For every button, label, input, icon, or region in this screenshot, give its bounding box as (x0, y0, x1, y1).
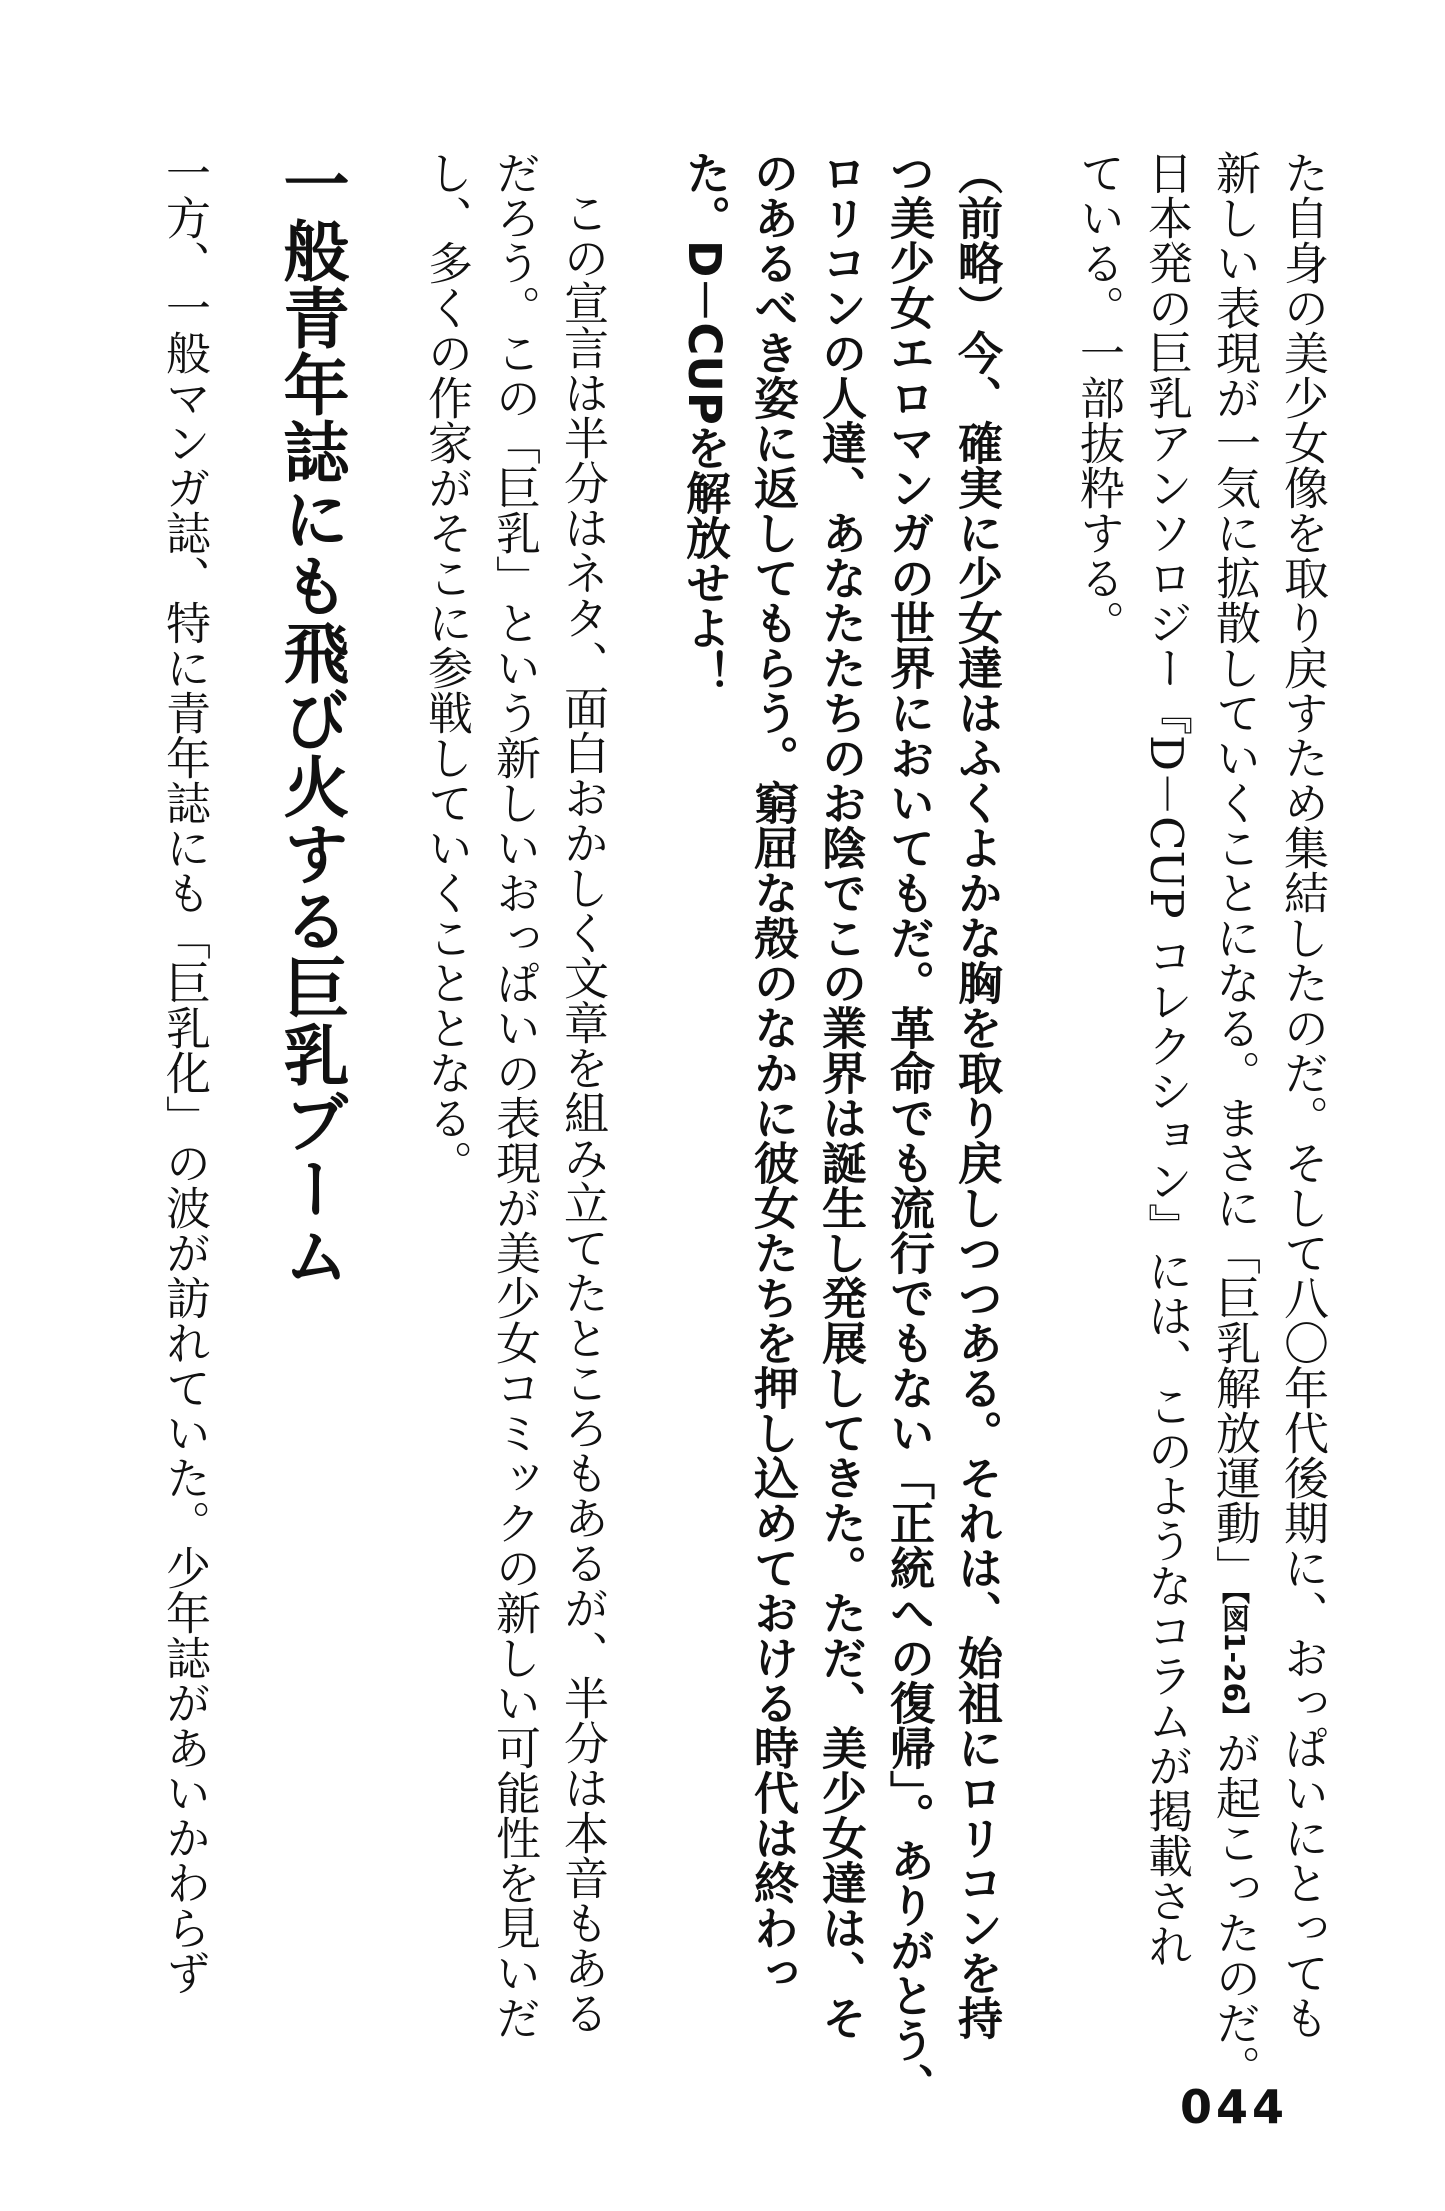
text-column-3: 日本発の巨乳アンソロジー『D－CUP コレクション』には、このようなコラムが掲載され (1140, 150, 1193, 1969)
section-heading: 一般青年誌にも飛び火する巨乳ブーム (272, 150, 349, 1289)
body-column-1: この宣言は半分はネタ、面白おかしく文章を組み立てたところもあるが、半分は本音もある (556, 190, 609, 2035)
quote-column-2: つ美少女エロマンガの世界においてもだ。革命でも流行でもない「正統への復帰」。ありがとう、 (882, 150, 935, 2108)
quote-column-1: （前略）今、確実に少女達はふくよかな胸を取り戻しつつある。それは、始祖にロリコンを持 (950, 150, 1003, 2040)
text-column-2 (1202, 150, 1266, 2090)
figure-reference: 【図1-26】 (1218, 1590, 1251, 1731)
body-column-final: 一方、一般マンガ誌、特に青年誌にも「巨乳化」の波が訪れていた。少年誌があいかわらず (158, 150, 211, 1995)
quote-column-3: ロリコンの人達、あなたたちのお陰でこの業界は誕生し発展してきた。ただ、美少女達は、そ (814, 150, 867, 2040)
quote-column-5: た。D－CUPを解放せよ！ (678, 150, 731, 695)
body-column-2: だろう。この「巨乳」という新しいおっぱいの表現が美少女コミックの新しい可能性を見いだ (488, 150, 541, 2040)
page-number: 044 (1180, 2080, 1289, 2134)
quote-column-4: のあるべき姿に返してもらう。窮屈な殻のなかに彼女たちを押し込めておける時代は終わっ (746, 150, 799, 1995)
text-column-2-tail: が起こったのだ。 (1208, 1730, 1261, 2091)
text-column-4: ている。一部抜粋する。 (1072, 150, 1125, 645)
body-column-3: し、多くの作家がそこに参戦していくこととなる。 (420, 150, 473, 1185)
text-column-1: た自身の美少女像を取り戻すため集結したのだ。そして八〇年代後期に、おっぱいにとっても (1276, 150, 1329, 2040)
text-column-2-main: 新しい表現が一気に拡散していくことになる。まさに「巨乳解放運動」 (1208, 150, 1261, 1590)
